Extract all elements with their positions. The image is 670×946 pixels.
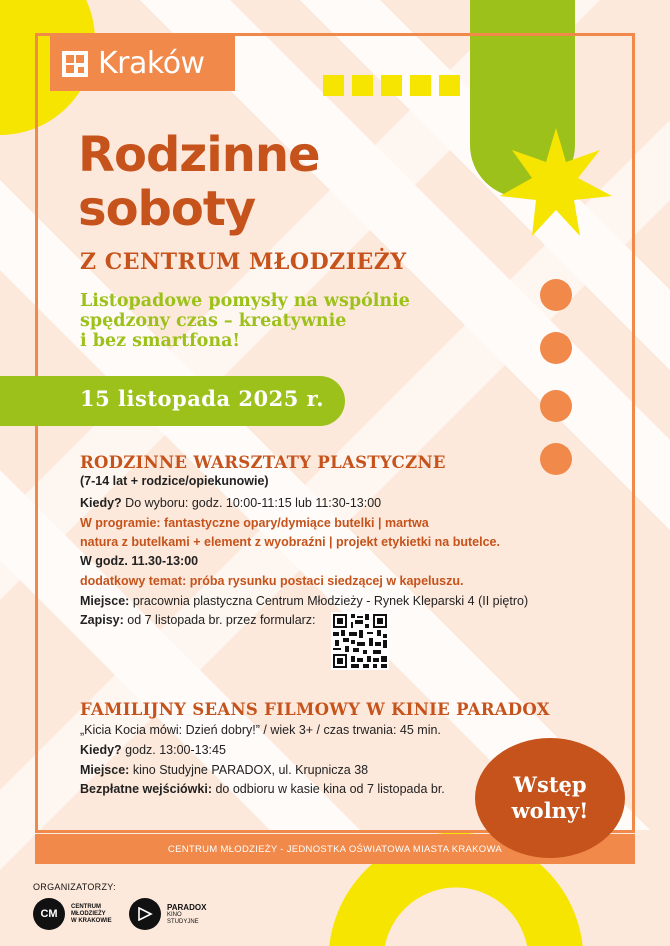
organizer-centrum-mlodziezy (33, 898, 112, 930)
free-entry-line-2: wolny! (511, 798, 589, 823)
workshop-age: (7-14 lat + rodzice/opiekunowie) (80, 474, 269, 488)
film-when-label: Kiedy? (80, 743, 122, 757)
film-place (80, 763, 368, 777)
workshop-program-line-2: natura z butelkami + element z wyobraźni | projekt etykietki na butelce. (80, 535, 500, 549)
workshop-program-line-1: W programie: fantastyczne opary/dymiące butelki | martwa (80, 516, 429, 530)
workshop-extra-time: W godz. 11.30-13:00 (80, 554, 199, 568)
free-entry-line-1: Wstęp (513, 772, 587, 797)
krakow-logo-icon (62, 51, 88, 77)
workshop-place (80, 594, 528, 608)
film-place-label: Miejsce: (80, 763, 130, 777)
film-movie: „Kicia Kocia mówi: Dzień dobry!” / wiek 3+ / czas trwania: 45 min. (80, 723, 441, 737)
tagline (80, 291, 540, 351)
film-when-value: godz. 13:00-13:45 (121, 743, 226, 757)
film-tickets-label: Bezpłatne wejściówki: (80, 782, 212, 796)
page-subtitle: Z CENTRUM MŁODZIEŻY (80, 249, 407, 275)
centrum-mlodziezy-name (71, 904, 112, 925)
film-when (80, 743, 226, 757)
workshop-extra-topic: dodatkowy temat: próba rysunku postaci siedzącej w kapeluszu. (80, 574, 464, 588)
workshop-place-value: pracownia plastyczna Centrum Młodzieży - Rynek Kleparski 4 (II piętro) (129, 594, 529, 608)
workshop-when-value: Do wyboru: godz. 10:00-11:15 lub 11:30-13:00 (121, 496, 382, 510)
film-tickets-value: do odbioru w kasie kina od 7 listopada br. (211, 782, 445, 796)
workshop-signup-label: Zapisy: (80, 613, 124, 627)
page-title (78, 128, 320, 236)
tagline-line-2: spędzony czas – kreatywnie (80, 311, 347, 331)
play-icon (137, 907, 153, 921)
paradox-title: PARADOX (167, 902, 207, 912)
workshop-when (80, 496, 381, 510)
paradox-logo-icon (129, 898, 161, 930)
film-tickets (80, 782, 445, 796)
cm-line-3: W KRAKOWIE (71, 917, 112, 924)
signup-qr-code[interactable] (331, 612, 389, 670)
film-place-value: kino Studyjne PARADOX, ul. Krupnicza 38 (129, 763, 369, 777)
workshop-place-label: Miejsce: (80, 594, 130, 608)
footer-text: CENTRUM MŁODZIEŻY - JEDNOSTKA OŚWIATOWA MIASTA KRAKOWA (167, 843, 503, 855)
paradox-name (167, 903, 206, 926)
free-entry-badge (475, 738, 625, 858)
centrum-mlodziezy-logo-icon: CM (33, 898, 65, 930)
paradox-line-1: KINO (167, 911, 182, 918)
workshop-signup (80, 613, 316, 627)
cm-line-1: CENTRUM (71, 903, 101, 910)
paradox-line-2: STUDYJNE (167, 918, 199, 925)
krakow-brand-text: Kraków (98, 46, 205, 81)
organizers-label: ORGANIZATORZY: (33, 882, 116, 892)
tagline-line-1: Listopadowe pomysły na wspólnie (80, 291, 410, 311)
organizer-paradox (129, 898, 206, 930)
title-line-1: Rodzinne (78, 127, 320, 183)
workshop-signup-value: od 7 listopada br. przez formularz: (123, 613, 316, 627)
event-date: 15 listopada 2025 r. (80, 386, 325, 411)
title-line-2: soboty (78, 181, 256, 237)
krakow-brand-badge (50, 36, 235, 91)
film-title: FAMILIJNY SEANS FILMOWY W KINIE PARADOX (80, 700, 550, 719)
cm-line-2: MŁODZIEŻY (71, 910, 106, 917)
workshop-when-label: Kiedy? (80, 496, 122, 510)
tagline-line-3: i bez smartfona! (80, 331, 241, 351)
workshop-title: RODZINNE WARSZTATY PLASTYCZNE (80, 453, 446, 472)
